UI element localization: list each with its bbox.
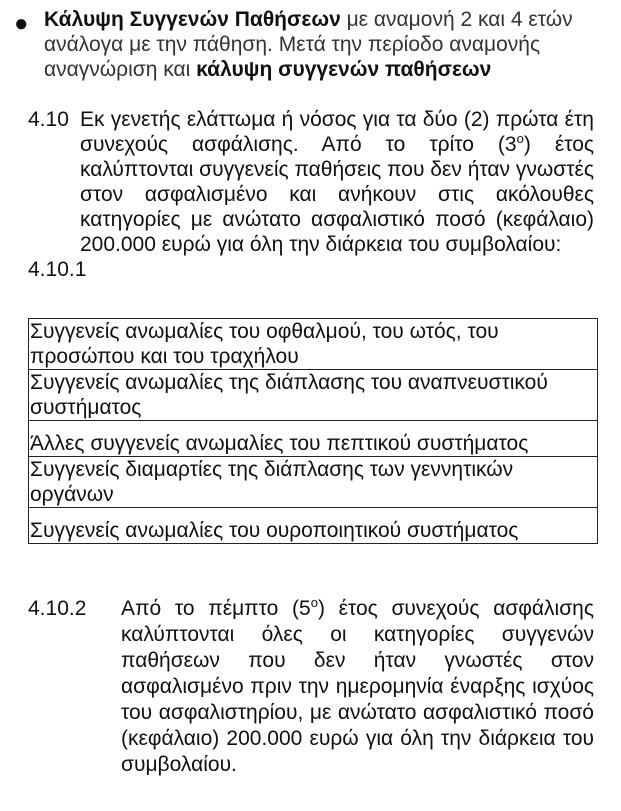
conditions-table xyxy=(28,318,598,544)
section-text-a: Εκ γενετής ελάττωμα ή νόσος για τα δύο (2) πρώτα έτη συνεχούς ασφάλισης. Από το τρίτο (3 xyxy=(80,108,594,156)
subsection-number: 4.10.1 xyxy=(28,258,87,281)
section-4-10 xyxy=(28,107,594,282)
table-cell: Συγγενείς ανωμαλίες του οφθαλμού, του ωτός, του προσώπου και του τραχήλου xyxy=(29,319,598,370)
bullet-bold-lead: Κάλυψη Συγγενών Παθήσεων xyxy=(44,8,341,31)
section-text xyxy=(80,107,594,257)
table-row xyxy=(29,457,598,508)
table-cell: Συγγενείς ανωμαλίες της διάπλασης του αναπνευστικού συστήματος xyxy=(29,370,598,421)
table-cell: Άλλες συγγενείς ανωμαλίες του πεπτικού συστήματος xyxy=(29,421,598,457)
table-row xyxy=(29,319,598,370)
section-number: 4.10.2 xyxy=(28,597,87,620)
table-row xyxy=(29,508,598,544)
section-text-b: ) έτος συνεχούς ασφάλισης καλύπτονται όλες οι κατηγορίες συγγενών παθήσεων που δεν ήταν γνωστές στον ασφαλισμένο πριν την ημερομηνία έναρξης ισχύος του ασφαλιστηρίου, με ανώτατο ασφαλιστικό ποσό (κεφάλαιο) 200.000 ευρώ για όλη την διάρκεια του συμβολαίου. xyxy=(121,597,594,776)
table-cell: Συγγενείς ανωμαλίες του ουροποιητικού συστήματος xyxy=(29,508,598,544)
section-text xyxy=(121,596,594,778)
section-4-10-2 xyxy=(28,596,594,778)
superscript: ο xyxy=(310,595,318,610)
bullet-dot: ● xyxy=(14,10,29,37)
table-cell: Συγγενείς διαμαρτίες της διάπλασης των γεννητικών οργάνων xyxy=(29,457,598,508)
table-row xyxy=(29,370,598,421)
section-text-b: ) έτος καλύπτονται συγγενείς παθήσεις που δεν ήταν γνωστές στον ασφαλισμένο και ανήκουν στις ακόλουθες κατηγορίες με ανώτατο ασφαλιστικό ποσό (κεφάλαιο) 200.000 ευρώ για όλη την διάρκεια του συμβολαίου: xyxy=(80,133,594,256)
table-row xyxy=(29,421,598,457)
bullet-text xyxy=(44,7,604,82)
bullet-bold-tail: κάλυψη συγγενών παθήσεων xyxy=(196,58,492,81)
superscript: ο xyxy=(516,131,524,146)
section-number: 4.10 xyxy=(28,108,69,131)
section-text-a: Από το πέμπτο (5 xyxy=(121,597,311,620)
bullet-paragraph xyxy=(14,7,604,82)
bullet-body: με αναμονή 2 και 4 ετών ανάλογα με την πάθηση. Μετά την περίοδο αναμονής αναγνώριση και xyxy=(44,8,573,81)
